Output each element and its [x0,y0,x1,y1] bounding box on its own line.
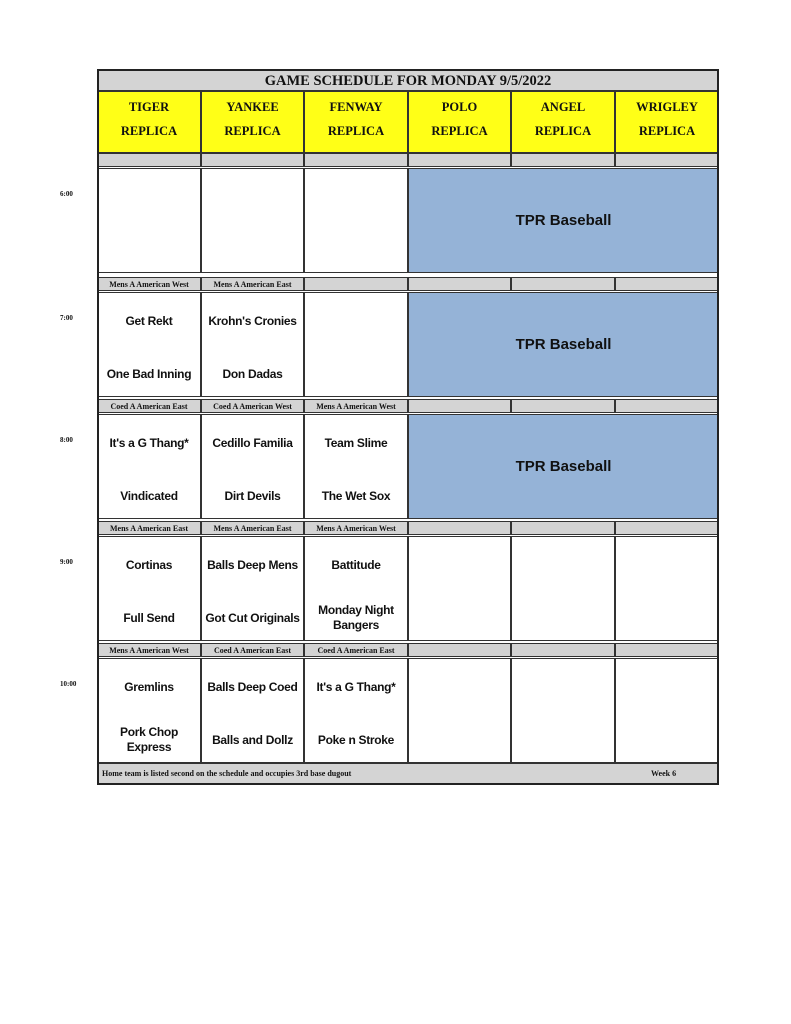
time-label: 8:00 [60,436,73,444]
home-team: Poke n Stroke [317,732,395,747]
game-cell [615,536,719,641]
division-label [304,153,408,167]
away-team: Cedillo Familia [212,435,293,450]
division-label [511,643,615,657]
away-team: It's a G Thang* [109,435,189,450]
schedule-footer [97,763,719,785]
field-header-wrigley [615,91,719,153]
game-cell [97,658,201,763]
game-cell [304,658,408,763]
home-team: The Wet Sox [321,488,391,503]
field-name: POLO [441,100,478,114]
game-cell [97,292,201,397]
home-team [512,600,614,636]
time-label: 10:00 [60,680,77,688]
time-label: 7:00 [60,314,73,322]
division-label: Mens A American East [201,521,304,535]
home-team: Dirt Devils [224,488,281,503]
game-cell [304,414,408,519]
game-cell [304,168,408,273]
home-team [305,232,407,268]
game-cell [201,168,304,273]
field-sub: REPLICA [534,124,592,138]
away-team: Team Slime [324,435,388,450]
field-sub: REPLICA [638,124,696,138]
game-cell [511,536,615,641]
away-team: Gremlins [124,679,174,694]
home-team: Don Dadas [222,366,283,381]
home-team [305,356,407,392]
division-label [511,277,615,291]
division-label: Coed A American West [201,399,304,413]
division-label [511,521,615,535]
home-team: One Bad Inning [106,366,192,381]
division-label: Coed A American East [97,399,201,413]
game-cell [304,536,408,641]
tpr-baseball-block: TPR Baseball [408,292,719,397]
away-team: It's a G Thang* [316,679,396,694]
game-cell [511,658,615,763]
game-cell [408,536,511,641]
game-cell [201,658,304,763]
division-label: Mens A American East [97,521,201,535]
home-team [409,722,510,758]
away-team: Battitude [331,557,381,572]
division-label [408,521,511,535]
game-cell [201,292,304,397]
schedule-title: GAME SCHEDULE FOR MONDAY 9/5/2022 [97,69,719,91]
away-team [202,179,303,215]
home-team [512,722,614,758]
game-cell [615,658,719,763]
division-label [408,153,511,167]
division-label: Mens A American East [201,277,304,291]
game-cell [201,536,304,641]
division-label [511,153,615,167]
game-cell [201,414,304,519]
division-label [615,521,719,535]
tpr-baseball-block: TPR Baseball [408,168,719,273]
division-label: Mens A American West [304,521,408,535]
game-cell [97,168,201,273]
division-label [511,399,615,413]
game-cell [408,658,511,763]
field-header-angel [511,91,615,153]
game-cell [97,414,201,519]
division-label [615,643,719,657]
away-team: Balls Deep Coed [207,679,298,694]
field-sub: REPLICA [327,124,385,138]
away-team [512,547,614,583]
field-name: FENWAY [329,100,383,114]
division-label [615,277,719,291]
time-label: 6:00 [60,190,73,198]
field-name: ANGEL [540,100,586,114]
tpr-baseball-block: TPR Baseball [408,414,719,519]
home-team: Pork Chop Express [120,725,178,754]
field-name: YANKEE [226,100,279,114]
field-sub: REPLICA [431,124,488,138]
division-label [615,153,719,167]
division-label [408,277,511,291]
home-team: Vindicated [120,488,178,503]
schedule-sheet [97,69,719,785]
division-label: Mens A American West [97,643,201,657]
home-team: Balls and Dollz [212,732,293,747]
division-label [201,153,304,167]
division-label [408,399,511,413]
away-team [409,547,510,583]
away-team [305,179,407,215]
field-header-fenway [304,91,408,153]
division-label [615,399,719,413]
field-header-polo [408,91,511,153]
away-team [409,669,510,705]
away-team: Balls Deep Mens [207,557,298,572]
game-cell [97,536,201,641]
away-team: Get Rekt [125,313,173,328]
time-label: 9:00 [60,558,73,566]
away-team [305,303,407,339]
home-team [616,600,718,636]
field-header-yankee [201,91,304,153]
home-team: Got Cut Originals [205,610,300,625]
home-team: Full Send [123,610,175,625]
division-label [408,643,511,657]
home-team [616,722,718,758]
field-sub: REPLICA [120,124,178,138]
away-team [616,669,718,705]
away-team: Cortinas [125,557,173,572]
division-label: Mens A American West [304,399,408,413]
away-team [616,547,718,583]
field-header-tiger [97,91,201,153]
away-team: Krohn's Cronies [208,313,297,328]
home-team [409,600,510,636]
division-label: Coed A American East [304,643,408,657]
field-name: WRIGLEY [636,100,698,114]
field-sub: REPLICA [224,124,281,138]
home-team [98,232,200,268]
division-label [304,277,408,291]
field-name: TIGER [128,100,170,114]
footer-note: Home team is listed second on the schedule and occupies 3rd base dugout [102,769,352,778]
division-label [97,153,201,167]
week-label: Week 6 [651,769,677,778]
away-team [98,179,200,215]
division-label: Coed A American East [201,643,304,657]
home-team: Monday Night Bangers [318,603,394,632]
game-cell [304,292,408,397]
home-team [202,232,303,268]
away-team [512,669,614,705]
division-label: Mens A American West [97,277,201,291]
